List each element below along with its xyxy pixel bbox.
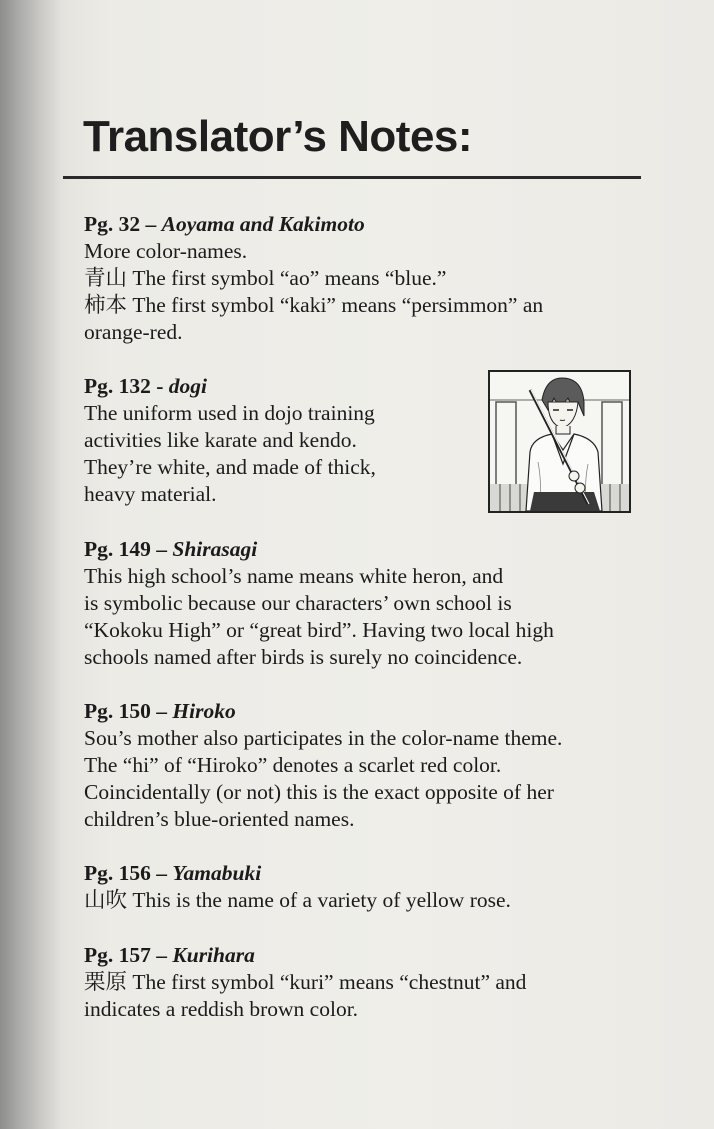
- note-line: More color-names.: [84, 239, 248, 263]
- note-line: 柿本 The first symbol “kaki” means “persimmon” an: [84, 293, 544, 317]
- note-hiroko: [84, 698, 562, 833]
- note-term: Hiroko: [172, 699, 236, 723]
- note-line: The “hi” of “Hiroko” denotes a scarlet red color.: [84, 753, 502, 777]
- note-heading: [84, 860, 511, 887]
- note-page-ref: Pg. 32 –: [84, 212, 157, 236]
- note-line: orange-red.: [84, 320, 183, 344]
- note-term: Kurihara: [172, 943, 255, 967]
- note-line: children’s blue-oriented names.: [84, 807, 355, 831]
- note-term: Aoyama and Kakimoto: [161, 212, 365, 236]
- note-line: heavy material.: [84, 482, 217, 506]
- note-line: Sou’s mother also participates in the color-name theme.: [84, 726, 563, 750]
- note-dogi: [84, 373, 376, 508]
- note-line: 栗原 The first symbol “kuri” means “chestnut” and: [84, 970, 527, 994]
- note-shirasagi: [84, 536, 554, 671]
- page-title: Translator’s Notes:: [83, 112, 473, 161]
- note-line: This high school’s name means white heron, and: [84, 564, 504, 588]
- dogi-illustration: [488, 370, 631, 513]
- note-heading: [84, 536, 554, 563]
- note-line: Coincidentally (or not) this is the exact opposite of her: [84, 780, 554, 804]
- note-yamabuki: [84, 860, 511, 914]
- note-line: The uniform used in dojo training: [84, 401, 375, 425]
- note-aoyama-kakimoto: [84, 211, 543, 346]
- note-page-ref: Pg. 150 –: [84, 699, 168, 723]
- note-page-ref: Pg. 156 –: [84, 861, 168, 885]
- note-line: indicates a reddish brown color.: [84, 997, 359, 1021]
- note-page-ref: Pg. 157 –: [84, 943, 168, 967]
- note-line: 山吹 This is the name of a variety of yellow rose.: [84, 888, 511, 912]
- note-page-ref: Pg. 149 –: [84, 537, 168, 561]
- note-kurihara: [84, 942, 526, 1023]
- note-heading: [84, 211, 543, 238]
- note-page-ref: Pg. 132 -: [84, 374, 164, 398]
- note-heading: [84, 942, 526, 969]
- note-line: is symbolic because our characters’ own school is: [84, 591, 512, 615]
- note-term: Yamabuki: [172, 861, 262, 885]
- note-line: schools named after birds is surely no coincidence.: [84, 645, 523, 669]
- note-term: Shirasagi: [172, 537, 258, 561]
- note-heading: [84, 698, 562, 725]
- note-line: “Kokoku High” or “great bird”. Having two local high: [84, 618, 554, 642]
- note-line: activities like karate and kendo.: [84, 428, 357, 452]
- note-heading: [84, 373, 376, 400]
- note-line: 青山 The first symbol “ao” means “blue.”: [84, 266, 447, 290]
- title-divider: [63, 176, 641, 179]
- note-term: dogi: [168, 374, 208, 398]
- note-line: They’re white, and made of thick,: [84, 455, 376, 479]
